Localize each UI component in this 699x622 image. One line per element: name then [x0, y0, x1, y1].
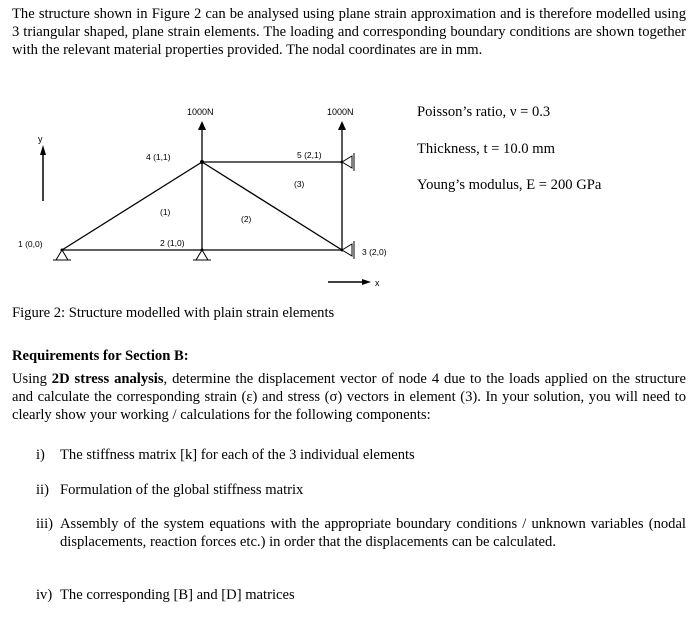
load-label-left: 1000N	[187, 107, 214, 117]
x-axis-label: x	[375, 278, 380, 288]
roller-support-node3-icon	[342, 241, 354, 259]
list-item-number: i)	[36, 447, 45, 463]
roller-support-node5-icon	[342, 153, 354, 171]
pin-support-node1-icon	[53, 250, 71, 260]
youngs-modulus: Young’s modulus, E = 200 GPa	[417, 177, 602, 193]
intro-paragraph: The structure shown in Figure 2 can be analysed using plane strain approximation and is therefore modelled using 3 triangular shaped, plane strain elements. The loading and corresponding boundary conditions are shown together with the relevant material properties provided. The nodal coordinates are in mm.	[12, 6, 686, 59]
node-label-1: 1 (0,0)	[18, 239, 43, 249]
requirements-paragraph	[12, 370, 686, 425]
list-item-number: iv)	[36, 587, 53, 603]
figure-caption: Figure 2: Structure modelled with plain strain elements	[12, 305, 335, 321]
req-post: , determine the displacement vector of node 4 due to the loads applied on the structure and calculate the corresponding strain (ε) and stress (σ) vectors in element (3). In your solution, you will need to clearly show your working / calculations for the following components:	[12, 371, 686, 424]
node-label-5: 5 (2,1)	[297, 150, 322, 160]
load-label-right: 1000N	[327, 107, 354, 117]
x-axis-icon	[328, 279, 371, 285]
req-bold: 2D stress analysis	[51, 371, 164, 387]
y-axis-icon	[40, 145, 46, 201]
pin-support-node2-icon	[193, 250, 211, 260]
list-item-number: ii)	[36, 482, 49, 498]
node-label-2: 2 (1,0)	[160, 238, 185, 248]
list-item-text: The corresponding [B] and [D] matrices	[60, 587, 295, 603]
list-item-number: iii)	[36, 516, 54, 532]
list-item-text: Formulation of the global stiffness matrix	[60, 482, 304, 498]
list-item-text: The stiffness matrix [k] for each of the 3 individual elements	[60, 447, 415, 463]
load-arrow-right-icon	[338, 121, 346, 162]
thickness: Thickness, t = 10.0 mm	[417, 141, 555, 157]
requirements-title: Requirements for Section B:	[12, 348, 189, 364]
element-label-3: (3)	[294, 179, 305, 189]
frame-members	[62, 162, 342, 250]
y-axis-label: y	[38, 134, 43, 144]
load-arrow-left-icon	[198, 121, 206, 162]
node-label-4: 4 (1,1)	[146, 152, 171, 162]
req-pre: Using	[12, 371, 52, 387]
node-label-3: 3 (2,0)	[362, 247, 387, 257]
element-label-2: (2)	[241, 214, 252, 224]
structure-figure	[0, 0, 699, 300]
poisson-ratio: Poisson’s ratio, ν = 0.3	[417, 104, 551, 120]
element-label-1: (1)	[160, 207, 171, 217]
list-item-text: Assembly of the system equations with the appropriate boundary conditions / unknown variables (nodal displacements, reaction forces etc.) in order that the displacements can be calculated.	[60, 516, 686, 551]
